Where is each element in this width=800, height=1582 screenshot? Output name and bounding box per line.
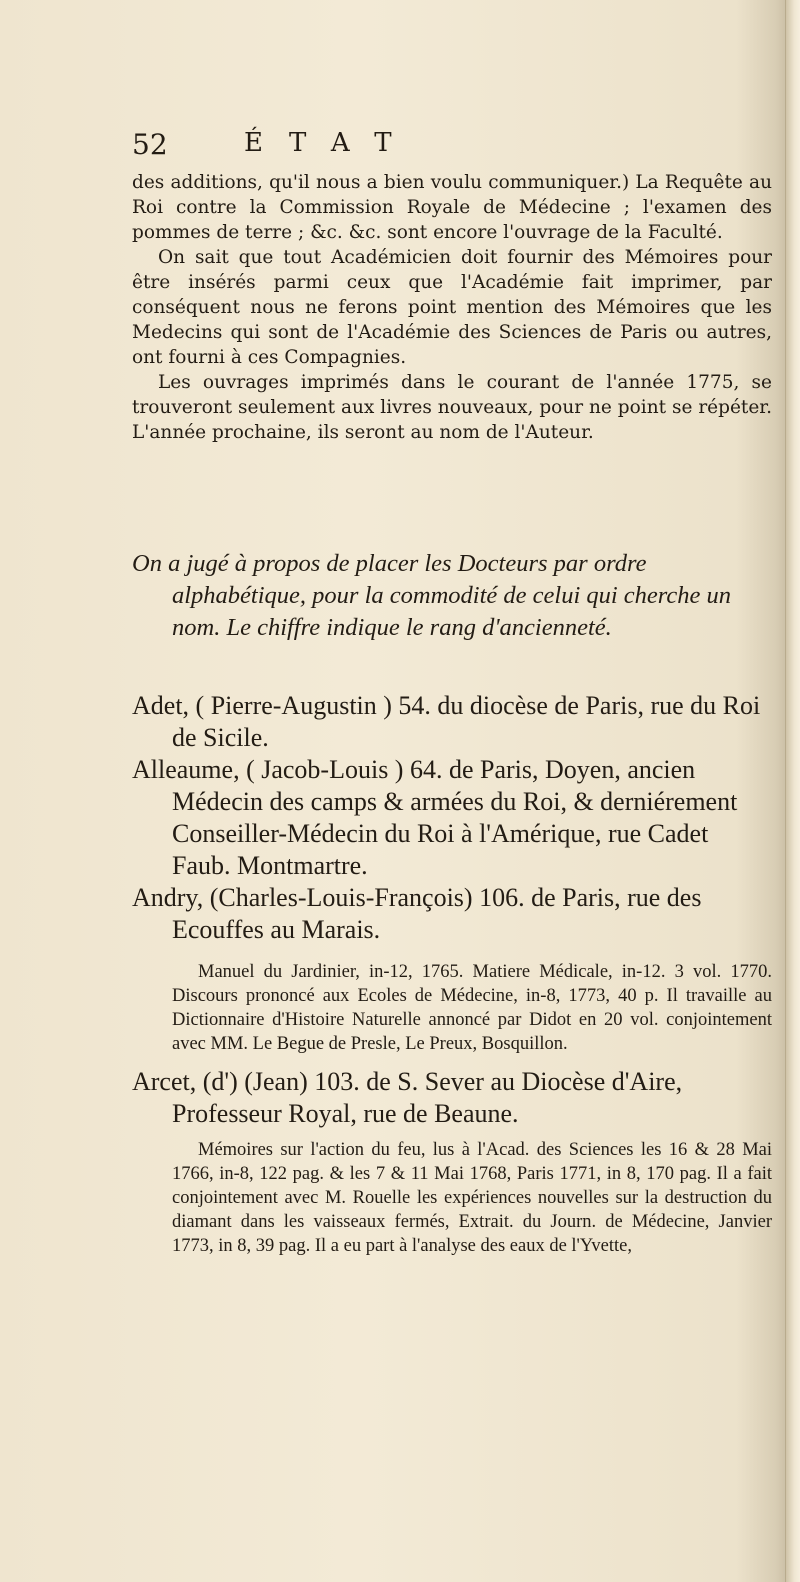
entry-arcet: Arcet, (d') (Jean) 103. de S. Sever au Diocèse d'Aire, Professeur Royal, rue de Beaune. [132, 1067, 683, 1128]
doctor-entries [132, 690, 772, 1258]
page-gutter [785, 0, 800, 1582]
intro-ouvrages-paragraph: Les ouvrages imprimés dans le courant de l'année 1775, se trouveront seulement aux livres nouveaux, pour ne point se répéter. L'année prochaine, ils seront au nom de l'Auteur. [132, 372, 772, 443]
notice-text: On a jugé à propos de placer les Docteurs par ordre alphabétique, pour la commodité de celui qui cherche un nom. Le chiffre indique le rang d'ancienneté. [132, 550, 732, 641]
entry-adet: Adet, ( Pierre-Augustin ) 54. du diocèse de Paris, rue du Roi de Sicile. [132, 691, 761, 752]
entry-arcet-works [132, 1138, 772, 1258]
running-title: ÉTAT [244, 128, 418, 158]
entry-andry: Andry, (Charles-Louis-François) 106. de Paris, rue des Ecouffes au Marais. [132, 883, 702, 944]
intro-memoires-paragraph: On sait que tout Académicien doit fournir des Mémoires pour être insérés parmi ceux que l'Académie fait imprimer, par conséquent nous ne ferons point mention des Mémoires que les Medecins qui sont de l'Académie des Sciences de Paris ou autres, ont fourni à ces Compagnies. [132, 247, 772, 368]
page-number: 52 [132, 128, 168, 161]
works-text: Manuel du Jardinier, in-12, 1765. Matiere Médicale, in-12. 3 vol. 1770. Discours prononcé aux Ecoles de Médecine, in-8, 1773, 40 p. Il travaille au Dictionnaire d'Histoire Naturelle annoncé par Didot en 20 vol. conjointement avec MM. Le Begue de Presle, Le Preux, Bosquillon. [172, 962, 772, 1054]
intro-continued-paragraph: des additions, qu'il nous a bien voulu communiquer.) La Requête au Roi contre la Commission Royale de Médecine ; l'examen des pommes de terre ; &c. &c. sont encore l'ouvrage de la Faculté. [132, 172, 772, 243]
alphabetical-order-notice [132, 548, 772, 644]
works-text: Mémoires sur l'action du feu, lus à l'Acad. des Sciences les 16 & 28 Mai 1766, in-8, 122 pag. & les 7 & 11 Mai 1768, Paris 1771, in 8, 170 pag. Il a fait conjointement avec M. Rouelle les expériences nouvelles sur la destruction du diamant dans les vaisseaux fermés, Extrait. du Journ. de Médecine, Janvier 1773, in 8, 39 pag. Il a eu part à l'analyse des eaux de l'Yvette, [172, 1140, 772, 1256]
intro-block [132, 170, 772, 445]
entry-andry-works [132, 960, 772, 1056]
entry-alleaume: Alleaume, ( Jacob-Louis ) 64. de Paris, Doyen, ancien Médecin des camps & armées du Roi, & derniérement Conseiller-Médecin du Roi à l'Amérique, rue Cadet Faub. Montmartre. [132, 755, 738, 880]
